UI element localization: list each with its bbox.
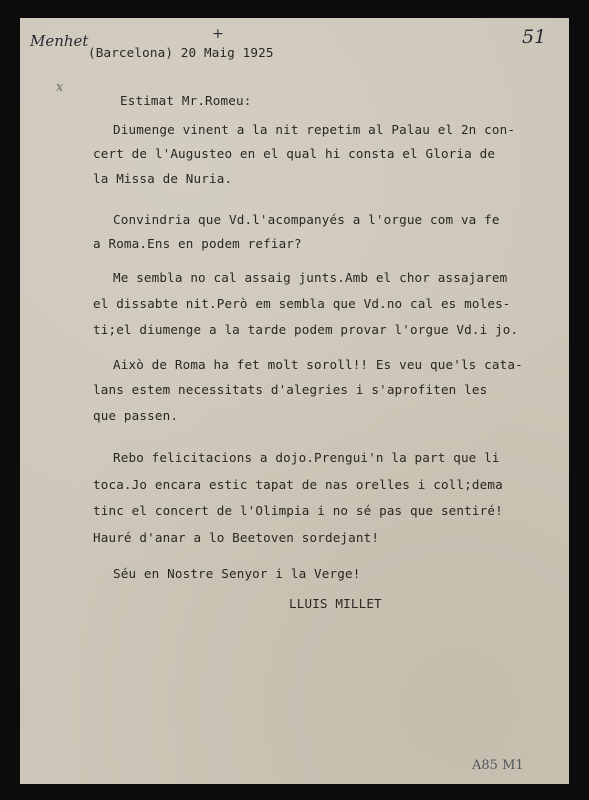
place-date: (Barcelona) 20 Maig 1925 [88, 45, 274, 60]
letter-line: Hauré d'anar a lo Beetoven sordejant! [93, 530, 380, 545]
signature: LLUIS MILLET [289, 596, 382, 611]
letter-line: Això de Roma ha fet molt soroll!! Es veu que'ls cata- [113, 357, 523, 372]
letter-line: lans estem necessitats d'alegries i s'aprofiten les [93, 382, 488, 397]
salutation: Estimat Mr.Romeu: [120, 93, 252, 108]
letter-line: tinc el concert de l'Olimpia i no sé pas que sentiré! [93, 503, 503, 518]
letter-line: Me sembla no cal assaig junts.Amb el chor assajarem [113, 270, 508, 285]
letter-line: que passen. [93, 408, 179, 423]
letter-line: a Roma.Ens en podem refiar? [93, 236, 302, 251]
x-mark: x [56, 80, 64, 95]
letter-paper [20, 18, 569, 784]
page-number: 51 [522, 26, 547, 48]
letter-line: Séu en Nostre Senyor i la Verge! [113, 566, 361, 581]
letter-line: Rebo felicitacions a dojo.Prengui'n la part que li [113, 450, 500, 465]
letter-line: Diumenge vinent a la nit repetim al Palau el 2n con- [113, 122, 516, 137]
letter-line: la Missa de Nuria. [93, 171, 233, 186]
letter-line: toca.Jo encara estic tapat de nas orelles i coll;dema [93, 477, 503, 492]
letter-line: Convindria que Vd.l'acompanyés a l'orgue com va fe [113, 212, 500, 227]
letter-line: cert de l'Augusteo en el qual hi consta el Gloria de [93, 146, 496, 161]
letter-line: ti;el diumenge a la tarde podem provar l'orgue Vd.i jo. [93, 322, 519, 337]
archive-reference: A85 M1 [472, 758, 524, 773]
handwritten-note: Menhet [30, 32, 89, 50]
letter-line: el dissabte nit.Però em sembla que Vd.no cal es moles- [93, 296, 511, 311]
plus-mark: + [212, 26, 224, 42]
